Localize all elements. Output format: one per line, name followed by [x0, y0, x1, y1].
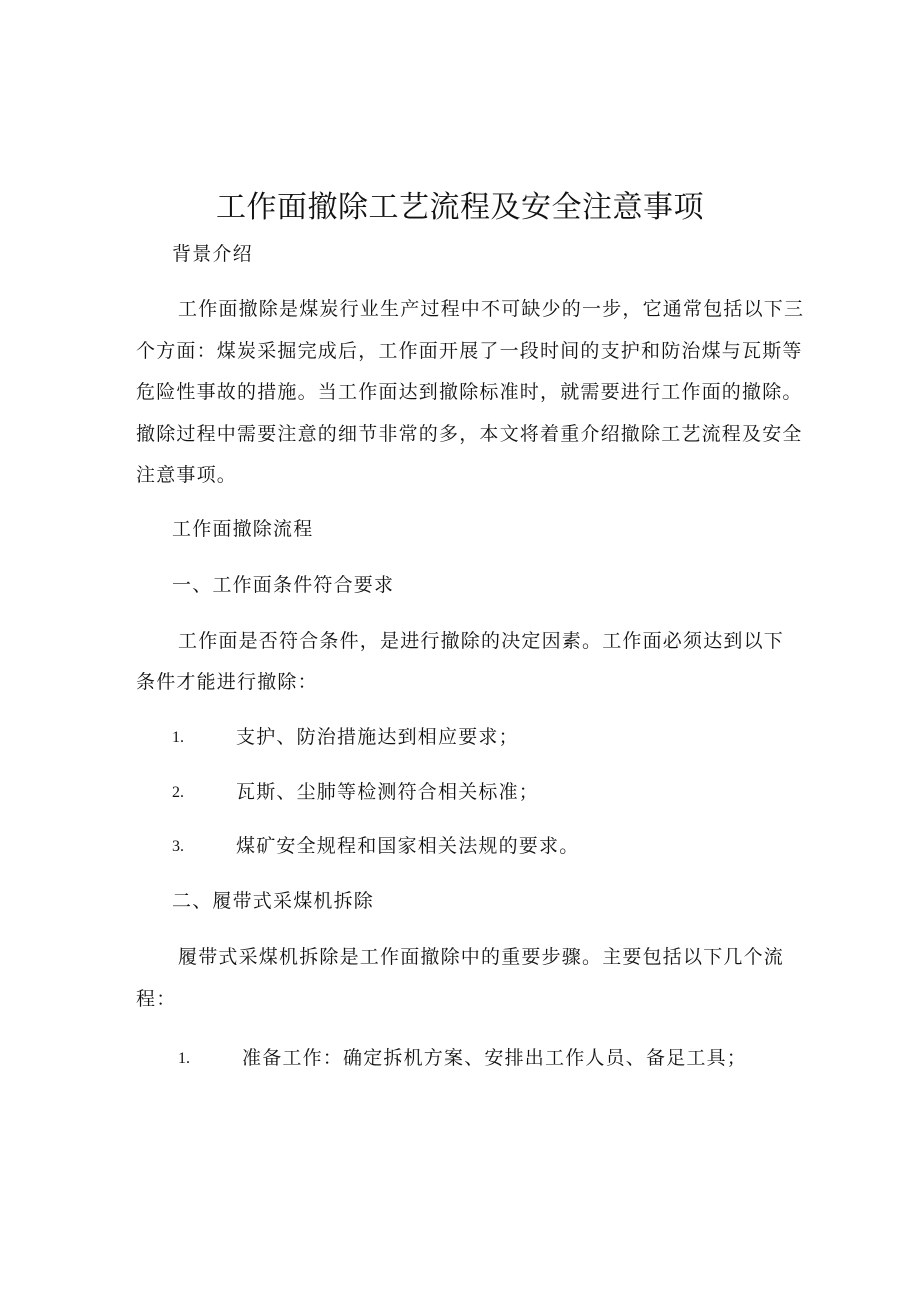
- intro-line-3: 危险性事故的措施。当工作面达到撤除标准时，就需要进行工作面的撤除。: [136, 381, 803, 403]
- list-item-text: 瓦斯、尘肺等检测符合相关标准；: [236, 781, 540, 803]
- list-item-number: 2.: [172, 784, 184, 801]
- list-item-number: 1.: [172, 729, 184, 746]
- section1-line-1: 工作面是否符合条件，是进行撤除的决定因素。工作面必须达到以下: [178, 630, 785, 652]
- document-title: 工作面撤除工艺流程及安全注意事项: [216, 190, 704, 225]
- intro-heading: 背景介绍: [172, 243, 253, 265]
- intro-line-4: 撤除过程中需要注意的细节非常的多，本文将着重介绍撤除工艺流程及安全: [136, 423, 803, 445]
- section2-heading: 二、履带式采煤机拆除: [172, 890, 375, 912]
- section1-heading: 一、工作面条件符合要求: [172, 574, 395, 596]
- intro-line-2: 个方面：煤炭采掘完成后，工作面开展了一段时间的支护和防治煤与瓦斯等: [136, 340, 803, 362]
- section1-line-2: 条件才能进行撤除：: [136, 671, 318, 693]
- section2-line-2: 程：: [136, 988, 177, 1010]
- section2-line-1: 履带式采煤机拆除是工作面撤除中的重要步骤。主要包括以下几个流: [178, 946, 785, 968]
- intro-line-5: 注意事项。: [136, 464, 238, 486]
- list-item-number: 1.: [178, 1050, 190, 1067]
- list-item-number: 3.: [172, 838, 184, 855]
- list-item-text: 煤矿安全规程和国家相关法规的要求。: [236, 835, 580, 857]
- list-item-text: 准备工作：确定拆机方案、安排出工作人员、备足工具；: [242, 1047, 748, 1069]
- intro-line-1: 工作面撤除是煤炭行业生产过程中不可缺少的一步，它通常包括以下三: [178, 298, 805, 320]
- process-heading: 工作面撤除流程: [172, 518, 314, 540]
- list-item-text: 支护、防治措施达到相应要求；: [236, 726, 519, 748]
